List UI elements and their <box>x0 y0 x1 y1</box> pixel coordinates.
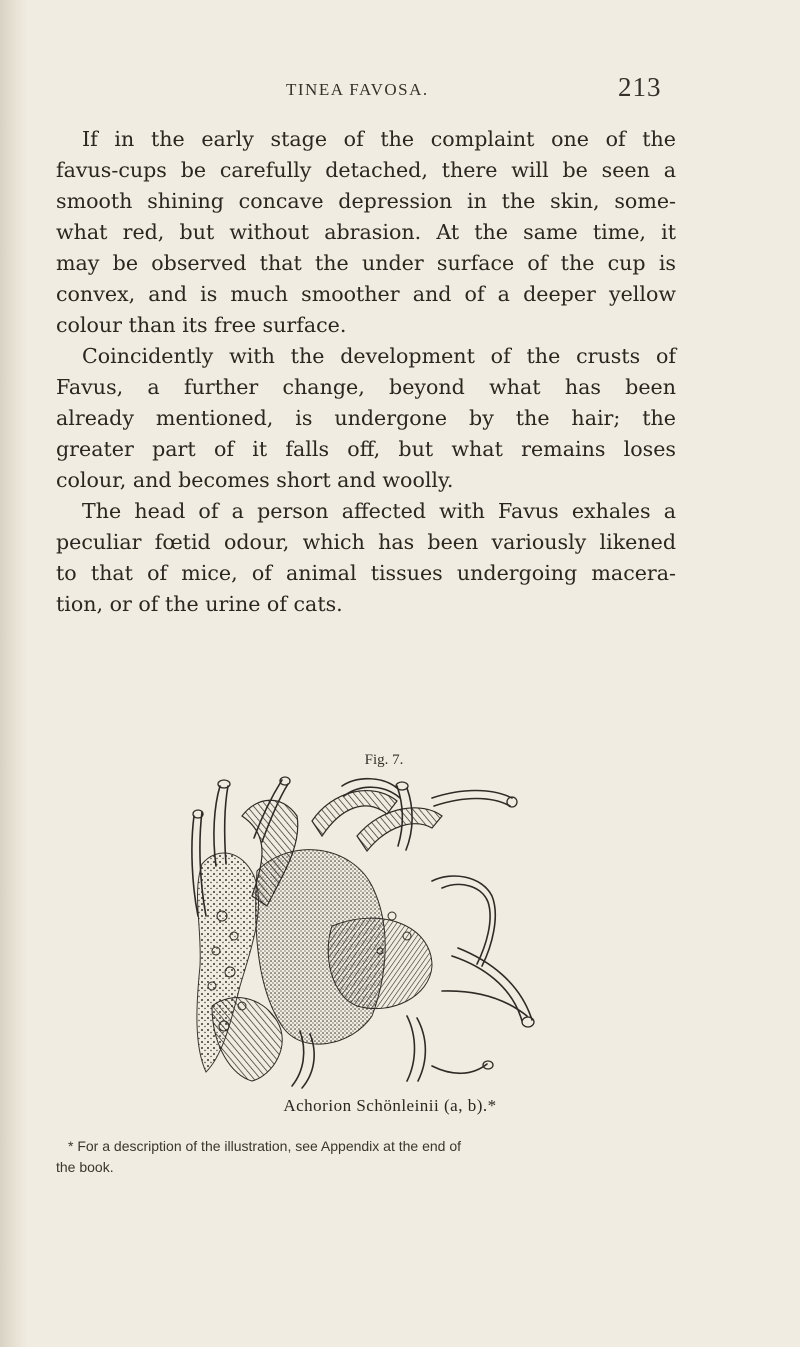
figure-caption: Achorion Schönleinii (a, b).* <box>283 1096 497 1115</box>
achorion-schoenleinii-illustration <box>182 776 628 1090</box>
footnote <box>56 1136 678 1178</box>
footnote-line: the book. <box>56 1159 114 1175</box>
text-line: may be observed that the under surface of the cup is <box>56 251 676 275</box>
text-line: Coincidently with the development of the crusts of <box>82 344 676 368</box>
text-line: tion, or of the urine of cats. <box>56 592 343 616</box>
page-number: 213 <box>618 72 662 102</box>
figure-label-row <box>0 752 800 769</box>
text-line: smooth shining concave depression in the skin, some- <box>56 189 676 213</box>
text-line: favus-cups be carefully detached, there will be seen a <box>56 158 676 182</box>
text-line: greater part of it falls off, but what remains loses <box>56 437 676 461</box>
text-line: peculiar fœtid odour, which has been variously likened <box>56 530 676 554</box>
text-line: to that of mice, of animal tissues undergoing macera- <box>56 561 676 585</box>
figure-label: Fig. 7. <box>364 752 404 768</box>
figure-caption-row <box>0 1096 800 1116</box>
footnote-line: * For a description of the illustration, see Appendix at the end of <box>68 1138 462 1154</box>
body-text <box>56 124 676 620</box>
text-line: already mentioned, is undergone by the hair; the <box>56 406 676 430</box>
running-title: TINEA FAVOSA. <box>286 80 429 99</box>
text-line: convex, and is much smoother and of a deeper yellow <box>56 282 676 306</box>
text-line: The head of a person affected with Favus exhales a <box>82 499 676 523</box>
page-edge-shadow <box>0 0 28 1347</box>
running-head <box>0 74 800 106</box>
text-line: colour, and becomes short and woolly. <box>56 468 454 492</box>
text-line: what red, but without abrasion. At the same time, it <box>56 220 676 244</box>
text-line: colour than its free surface. <box>56 313 347 337</box>
text-line: If in the early stage of the complaint one of the <box>82 127 676 151</box>
text-line: Favus, a further change, beyond what has been <box>56 375 676 399</box>
